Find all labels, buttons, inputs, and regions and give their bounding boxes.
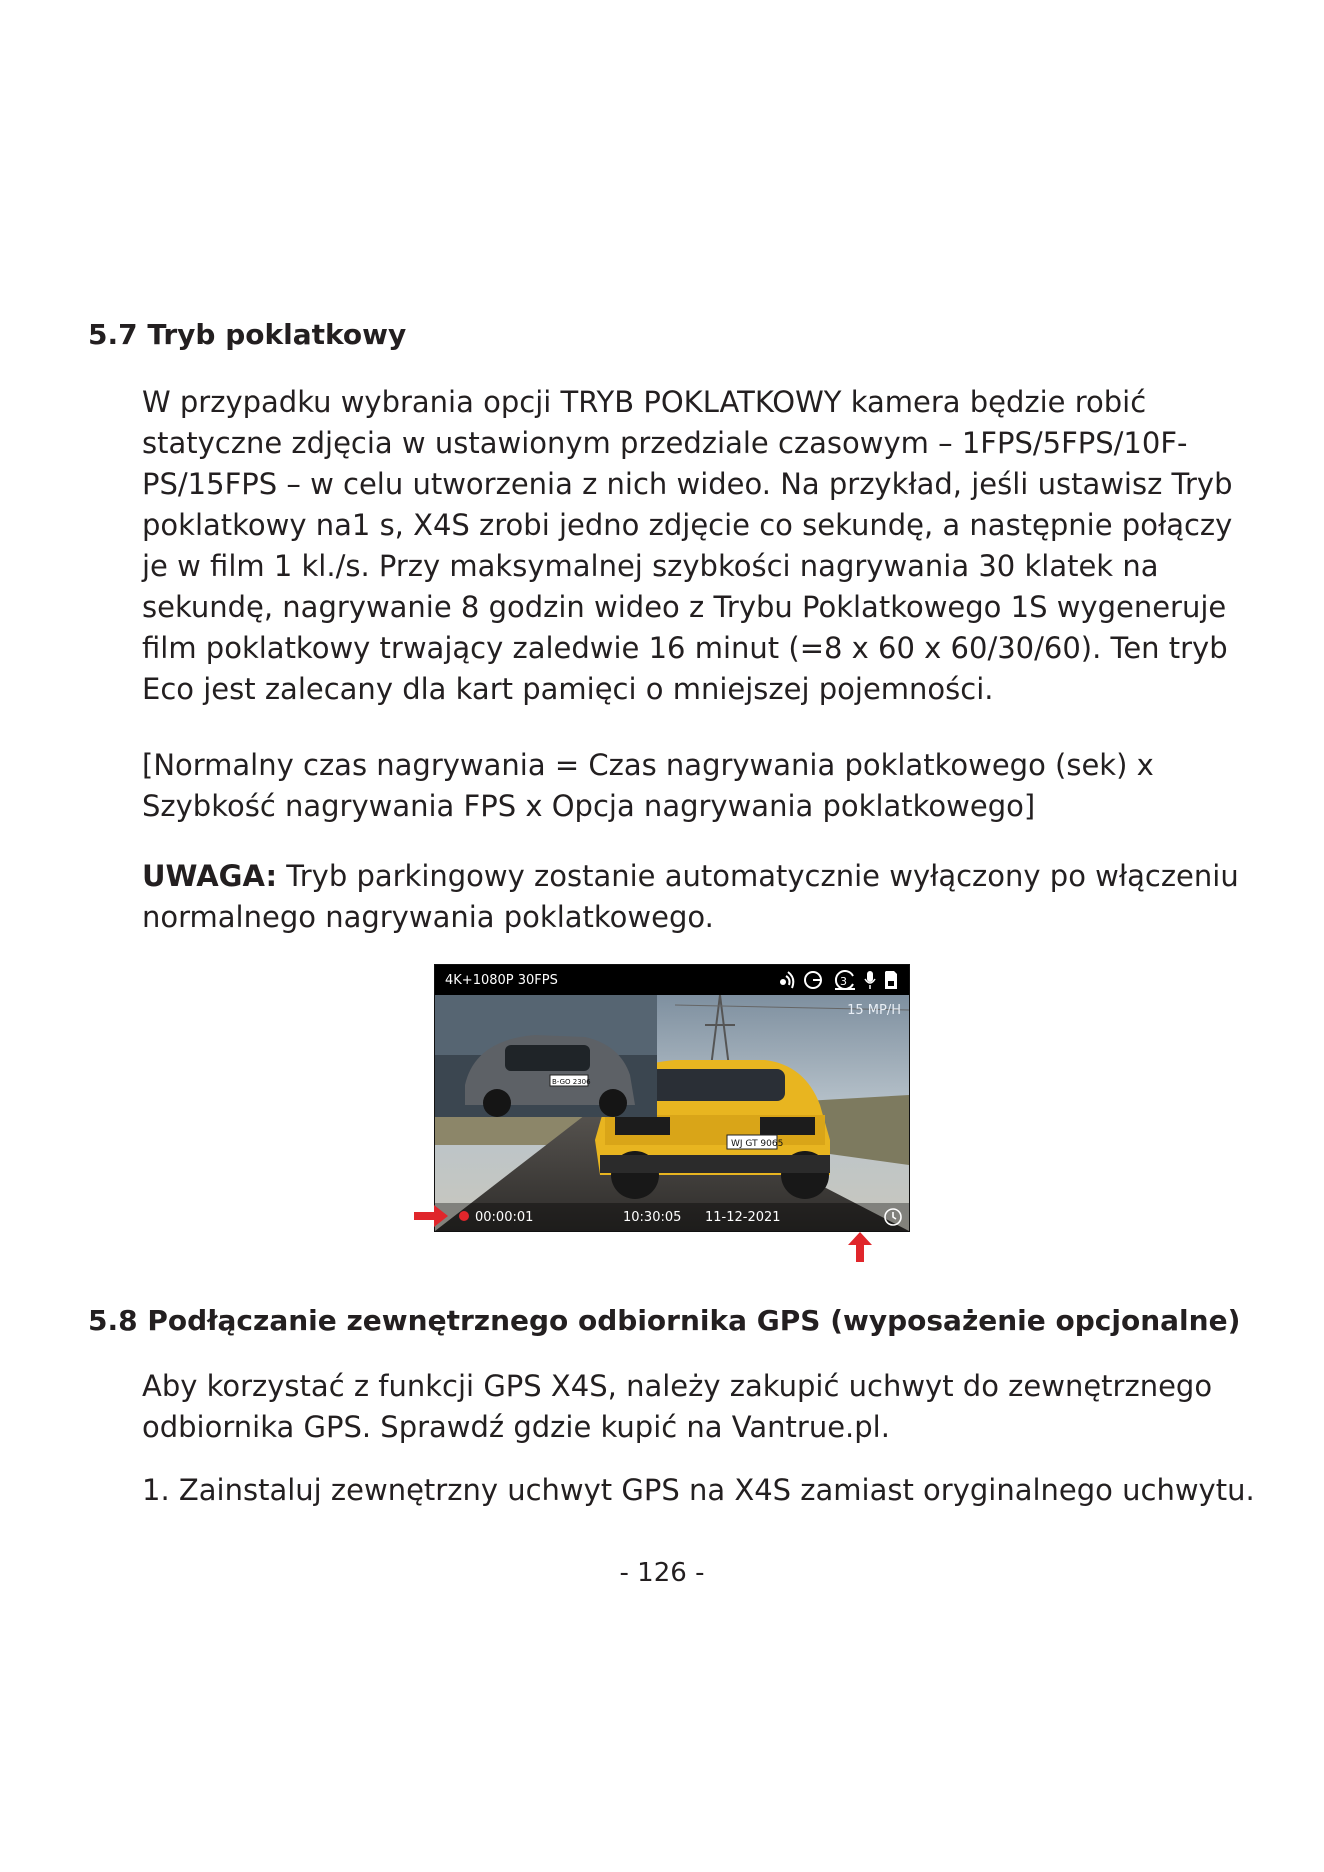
svg-text:B-GO 2306: B-GO 2306 <box>552 1078 591 1086</box>
gps-description <box>142 1366 1262 1448</box>
text-line: je w film 1 kl./s. Przy maksymalnej szybkości nagrywania 30 klatek na <box>142 549 1159 583</box>
section-heading-5-8: 5.8 Podłączanie zewnętrznego odbiornika GPS (wyposażenie opcjonalne) <box>88 1304 1241 1337</box>
timelapse-description <box>142 382 1262 710</box>
recording-time-formula <box>142 745 1262 827</box>
text-line: statyczne zdjęcia w ustawionym przedziale czasowym – 1FPS/5FPS/10F- <box>142 426 1188 460</box>
note-label: UWAGA: <box>142 859 278 893</box>
note-paragraph <box>142 856 1262 938</box>
page-number: - 126 - <box>619 1558 705 1588</box>
text-line: sekundę, nagrywanie 8 godzin wideo z Trybu Poklatkowego 1S wygeneruje <box>142 590 1227 624</box>
timelapse-3-icon <box>831 970 857 990</box>
text-line: W przypadku wybrania opcji TRYB POKLATKOWY kamera będzie robić <box>142 385 1147 419</box>
text-line <box>142 856 1262 897</box>
note-text: Tryb parkingowy zostanie automatycznie wyłączony po włączeniu <box>277 859 1239 893</box>
clock-time: 10:30:05 <box>623 1210 682 1225</box>
gps-icon <box>803 970 825 990</box>
text-line: Szybkość nagrywania FPS x Opcja nagrywania poklatkowego] <box>142 789 1036 823</box>
text-line: Aby korzystać z funkcji GPS X4S, należy zakupić uchwyt do zewnętrznego <box>142 1369 1213 1403</box>
dashcam-screen-illustration <box>434 964 910 1232</box>
recording-time: 00:00:01 <box>475 1210 534 1225</box>
resolution-label: 4K+1080P 30FPS <box>445 973 558 988</box>
road-scene-photo <box>435 965 909 1231</box>
gps-step-1 <box>142 1470 1262 1511</box>
red-arrow-right-icon <box>414 1205 448 1227</box>
text-line: odbiornika GPS. Sprawdź gdzie kupić na Vantrue.pl. <box>142 1410 890 1444</box>
recording-indicator-dot <box>459 1211 469 1221</box>
date-text: 11-12-2021 <box>705 1210 781 1225</box>
speed-label: 15 MP/H <box>847 1003 901 1018</box>
text-line: [Normalny czas nagrywania = Czas nagrywania poklatkowego (sek) x <box>142 748 1154 782</box>
text-line: 1. Zainstaluj zewnętrzny uchwyt GPS na X4S zamiast oryginalnego uchwytu. <box>142 1473 1255 1507</box>
text-line: normalnego nagrywania poklatkowego. <box>142 900 714 934</box>
clock-icon <box>883 1207 903 1227</box>
section-heading-5-7: 5.7 Tryb poklatkowy <box>88 318 407 351</box>
mic-icon <box>863 970 877 990</box>
text-line: film poklatkowy trwający zaledwie 16 minut (=8 x 60 x 60/30/60). Ten tryb <box>142 631 1228 665</box>
text-line: PS/15FPS – w celu utworzenia z nich wideo. Na przykład, jeśli ustawisz Tryb <box>142 467 1233 501</box>
sd-card-icon <box>883 970 899 990</box>
text-line: Eco jest zalecany dla kart pamięci o mniejszej pojemności. <box>142 672 994 706</box>
svg-text:WJ GT 9065: WJ GT 9065 <box>731 1139 784 1149</box>
text-line: poklatkowy na1 s, X4S zrobi jedno zdjęcie co sekundę, a następnie połączy <box>142 508 1233 542</box>
wifi-icon <box>775 970 797 990</box>
red-arrow-up-icon <box>848 1232 872 1262</box>
svg-text:3: 3 <box>840 975 847 988</box>
